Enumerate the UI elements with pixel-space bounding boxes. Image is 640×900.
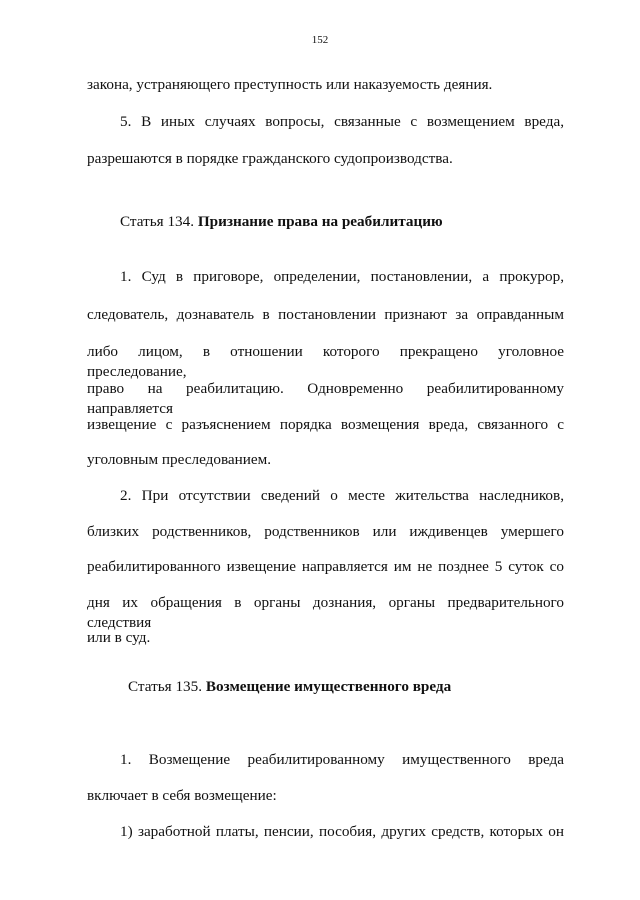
paragraph-5-line: 5. В иных случаях вопросы, связанные с возмещением вреда, [120, 113, 564, 130]
text-line: 1. Возмещение реабилитированному имущественного вреда [120, 751, 564, 768]
article-135-number: Статья 135. [128, 678, 203, 695]
text-line: включает в себя возмещение: [87, 787, 277, 804]
text-line: уголовным преследованием. [87, 451, 272, 468]
text-line: реабилитированного извещение направляется им не позднее 5 суток со [87, 558, 564, 575]
text-line: извещение с разъяснением порядка возмещения вреда, связанного с [87, 416, 564, 433]
article-135-heading [128, 677, 451, 697]
text-line: следователь, дознаватель в постановлении признают за оправданным [87, 306, 564, 323]
text-line: 2. При отсутствии сведений о месте жительства наследников, [120, 487, 564, 504]
text-line: закона, устраняющего преступность или наказуемость деяния. [87, 76, 493, 93]
text-line: 1) заработной платы, пенсии, пособия, других средств, которых он [120, 823, 564, 840]
text-line: близких родственников, родственников или иждивенцев умершего [87, 523, 564, 540]
article-134-title: Признание права на реабилитацию [197, 213, 443, 230]
article-135-title: Возмещение имущественного вреда [205, 678, 452, 695]
article-134-number: Статья 134. [120, 213, 195, 230]
text-line: 1. Суд в приговоре, определении, постановлении, а прокурор, [120, 268, 564, 285]
page-number: 152 [311, 34, 329, 46]
text-line: разрешаются в порядке гражданского судопроизводства. [87, 150, 453, 167]
text-line: дня их обращения в органы дознания, органы предварительного следствия [87, 594, 564, 631]
text-line: либо лицом, в отношении которого прекращено уголовное преследование, [87, 343, 564, 380]
text-line: или в суд. [87, 629, 151, 646]
article-134-heading [120, 212, 443, 232]
text-line: право на реабилитацию. Одновременно реабилитированному направляется [87, 380, 564, 417]
